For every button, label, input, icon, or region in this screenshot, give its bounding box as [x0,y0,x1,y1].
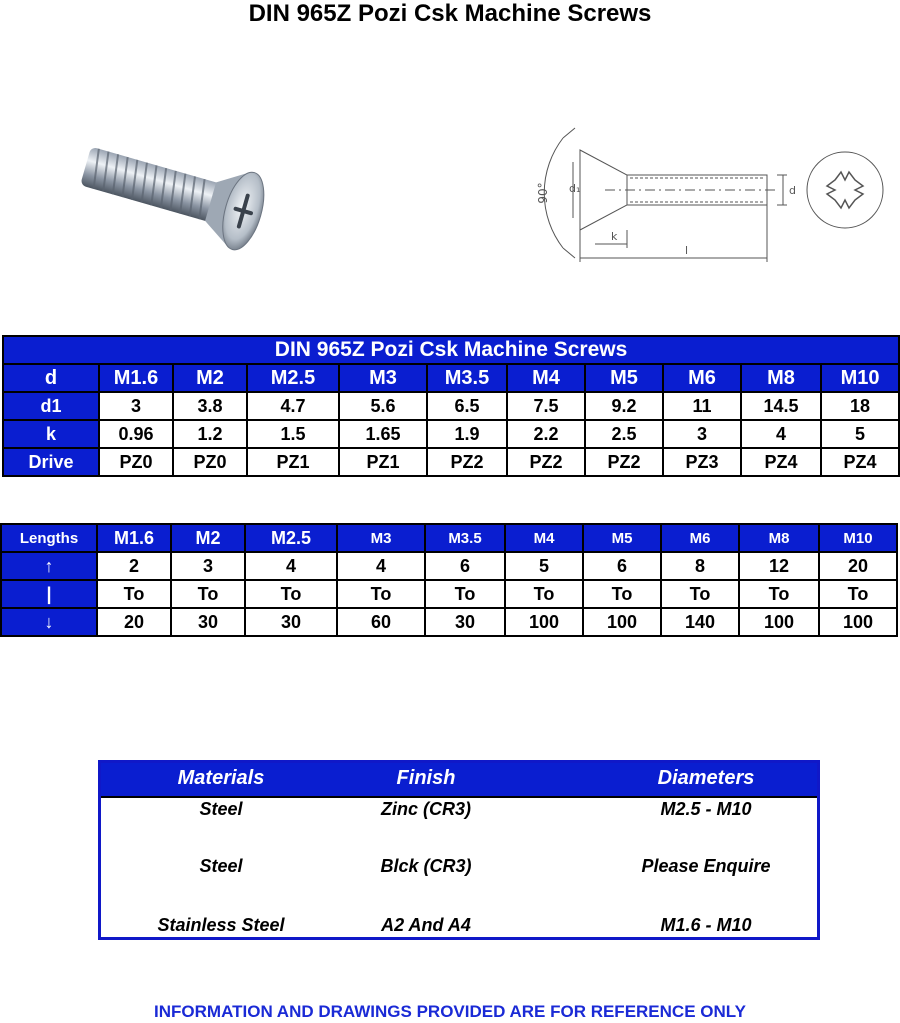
materials-row [101,856,817,882]
table-cell: To [171,580,245,608]
size-header: M10 [819,524,897,552]
d-label: d [789,184,796,197]
row-label: k [3,420,99,448]
size-header: M8 [739,524,819,552]
table-cell: PZ4 [741,448,821,476]
table-cell: 30 [171,608,245,636]
table-cell: 2.5 [585,420,663,448]
table-cell: 60 [337,608,425,636]
table-cell: 4 [741,420,821,448]
table-cell: 7.5 [507,392,585,420]
table-cell: 3 [171,552,245,580]
angle-label: 90° [536,182,550,204]
dimensions-row [3,448,899,476]
materials-row [101,799,817,825]
materials-cell: Zinc (CR3) [381,799,471,819]
table-cell: 3 [663,420,741,448]
size-header: M3.5 [427,364,507,392]
size-header: M5 [585,364,663,392]
technical-drawing [525,120,890,270]
dimensions-row [3,364,899,392]
table-cell: To [739,580,819,608]
table-cell: PZ3 [663,448,741,476]
materials-table [98,760,820,940]
disclaimer: INFORMATION AND DRAWINGS PROVIDED ARE FOR REFERENCE ONLY [154,1002,746,1021]
table-cell: 4 [337,552,425,580]
size-header: M10 [821,364,899,392]
table-cell: 3.8 [173,392,247,420]
size-header: M2 [173,364,247,392]
table-cell: 6.5 [427,392,507,420]
table-cell: PZ0 [99,448,173,476]
size-header: M4 [507,364,585,392]
materials-cell: Stainless Steel [157,915,285,935]
table-cell: 100 [583,608,661,636]
row-label: ↑ [1,552,97,580]
size-header: M1.6 [99,364,173,392]
table-cell: To [819,580,897,608]
row-label: | [1,580,97,608]
table-cell: 20 [819,552,897,580]
lengths-table [0,523,898,637]
table-cell: 9.2 [585,392,663,420]
table-cell: To [337,580,425,608]
table-cell: 2.2 [507,420,585,448]
table-cell: 6 [583,552,661,580]
table-cell: 30 [245,608,337,636]
table-cell: To [505,580,583,608]
materials-cell: Steel [199,799,243,819]
table-cell: PZ1 [339,448,427,476]
lengths-row [1,524,897,552]
table-cell: 1.2 [173,420,247,448]
table-cell: PZ2 [585,448,663,476]
size-header: M2.5 [247,364,339,392]
row-label: Drive [3,448,99,476]
row-label: d [3,364,99,392]
table-cell: 6 [425,552,505,580]
table-cell: To [245,580,337,608]
row-label: ↓ [1,608,97,636]
materials-column-header: Materials [177,767,265,789]
table-cell: 3 [99,392,173,420]
materials-cell: Please Enquire [641,856,771,876]
table-cell: To [425,580,505,608]
lengths-row [1,608,897,636]
table-cell: To [97,580,171,608]
size-header: M2 [171,524,245,552]
table-cell: 100 [739,608,819,636]
size-header: M1.6 [97,524,171,552]
table-cell: PZ2 [427,448,507,476]
table-cell: 1.65 [339,420,427,448]
table-cell: 100 [819,608,897,636]
materials-cell: Blck (CR3) [380,856,472,876]
page-title: DIN 965Z Pozi Csk Machine Screws [248,0,652,27]
table-cell: 4.7 [247,392,339,420]
materials-cell: M2.5 - M10 [660,799,752,819]
dimensions-row [3,420,899,448]
k-label: k [611,230,618,243]
table-cell: 14.5 [741,392,821,420]
table-cell: PZ4 [821,448,899,476]
table-cell: 18 [821,392,899,420]
table-cell: 5.6 [339,392,427,420]
size-header: M3.5 [425,524,505,552]
size-header: M5 [583,524,661,552]
size-header: M6 [663,364,741,392]
materials-cell: A2 And A4 [381,915,471,935]
dimensions-row [3,392,899,420]
materials-header [101,763,817,798]
table-cell: 12 [739,552,819,580]
d1-label: d₁ [569,182,581,195]
table-cell: 5 [821,420,899,448]
table-cell: 30 [425,608,505,636]
row-label: d1 [3,392,99,420]
materials-cell: M1.6 - M10 [660,915,752,935]
size-header: M3 [337,524,425,552]
screw-photo [70,138,282,260]
table-cell: 20 [97,608,171,636]
materials-cell: Steel [199,856,243,876]
table-cell: 5 [505,552,583,580]
table-cell: PZ0 [173,448,247,476]
materials-column-header: Finish [396,767,456,789]
lengths-row [1,580,897,608]
size-header: M2.5 [245,524,337,552]
table-cell: 11 [663,392,741,420]
lengths-row [1,552,897,580]
table-cell: 0.96 [99,420,173,448]
table-cell: PZ2 [507,448,585,476]
table-cell: To [583,580,661,608]
table-cell: 8 [661,552,739,580]
table-cell: 1.5 [247,420,339,448]
size-header: M8 [741,364,821,392]
size-header: M6 [661,524,739,552]
table-cell: 4 [245,552,337,580]
table-cell: 100 [505,608,583,636]
dimensions-table [2,335,900,477]
materials-row [101,915,817,941]
dimensions-table-title: DIN 965Z Pozi Csk Machine Screws [3,336,899,364]
l-label: l [685,244,689,257]
size-header: M3 [339,364,427,392]
table-cell: 140 [661,608,739,636]
materials-column-header: Diameters [657,767,755,789]
table-cell: 1.9 [427,420,507,448]
size-header: M4 [505,524,583,552]
table-cell: 2 [97,552,171,580]
table-cell: To [661,580,739,608]
table-cell: PZ1 [247,448,339,476]
row-label: Lengths [1,524,97,552]
